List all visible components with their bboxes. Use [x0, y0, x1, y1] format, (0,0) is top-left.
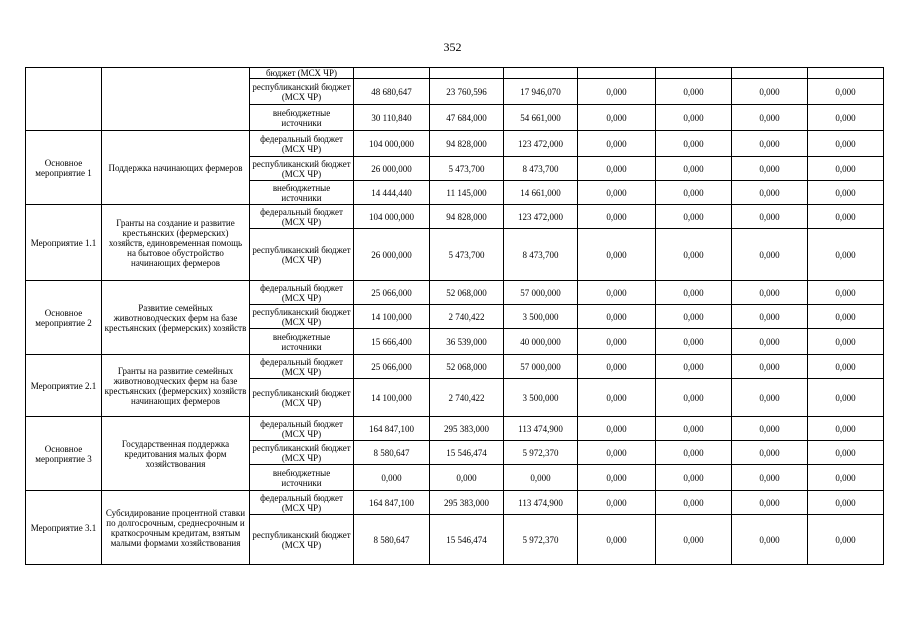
funding-source-cell: республиканский бюджет (МСХ ЧР): [250, 515, 354, 565]
amount-cell: 0,000: [732, 515, 808, 565]
amount-cell: 54 661,000: [504, 105, 578, 131]
amount-cell: 0,000: [656, 329, 732, 355]
activity-name-cell: Мероприятие 3.1: [26, 491, 102, 565]
activity-name-cell: Основное мероприятие 3: [26, 417, 102, 491]
amount-cell: 0,000: [578, 157, 656, 181]
amount-cell: 26 000,000: [354, 157, 430, 181]
amount-cell: 0,000: [656, 131, 732, 157]
amount-cell: 0,000: [354, 465, 430, 491]
amount-cell: 25 066,000: [354, 281, 430, 305]
amount-cell: 2 740,422: [430, 379, 504, 417]
amount-cell: 0,000: [656, 181, 732, 205]
amount-cell: 30 110,840: [354, 105, 430, 131]
table-row: [26, 355, 884, 379]
amount-cell: 5 473,700: [430, 157, 504, 181]
amount-cell: 0,000: [808, 491, 884, 515]
amount-cell: 164 847,100: [354, 417, 430, 441]
amount-cell: 5 473,700: [430, 229, 504, 281]
activity-description-cell: Субсидирование процентной ставки по долгосрочным, среднесрочным и краткосрочным кредитам, взятым малыми формами хозяйствования: [102, 491, 250, 565]
funding-source-cell: федеральный бюджет (МСХ ЧР): [250, 205, 354, 229]
amount-cell: 48 680,647: [354, 79, 430, 105]
amount-cell: 94 828,000: [430, 131, 504, 157]
amount-cell: 0,000: [656, 515, 732, 565]
activity-description-cell: Гранты на развитие семейных животноводческих ферм на базе крестьянских (фермерских) хозяйств начинающих фермеров: [102, 355, 250, 417]
amount-cell: 2 740,422: [430, 305, 504, 329]
funding-source-cell: федеральный бюджет (МСХ ЧР): [250, 417, 354, 441]
amount-cell: 0,000: [808, 465, 884, 491]
amount-cell: 0,000: [732, 441, 808, 465]
budget-table-body: [26, 68, 884, 565]
amount-cell: 14 100,000: [354, 305, 430, 329]
amount-cell: 0,000: [656, 355, 732, 379]
amount-cell: 0,000: [808, 515, 884, 565]
table-row: [26, 131, 884, 157]
amount-cell: 0,000: [808, 105, 884, 131]
amount-cell: [808, 68, 884, 79]
amount-cell: 0,000: [656, 465, 732, 491]
amount-cell: 5 972,370: [504, 515, 578, 565]
amount-cell: 0,000: [732, 181, 808, 205]
amount-cell: 0,000: [578, 417, 656, 441]
amount-cell: 0,000: [808, 305, 884, 329]
funding-source-cell: федеральный бюджет (МСХ ЧР): [250, 491, 354, 515]
amount-cell: 0,000: [578, 441, 656, 465]
activity-description-cell: Поддержка начинающих фермеров: [102, 131, 250, 205]
amount-cell: 11 145,000: [430, 181, 504, 205]
amount-cell: 57 000,000: [504, 281, 578, 305]
activity-description-cell: [102, 68, 250, 131]
amount-cell: 164 847,100: [354, 491, 430, 515]
amount-cell: 0,000: [578, 329, 656, 355]
funding-source-cell: внебюджетные источники: [250, 181, 354, 205]
amount-cell: 0,000: [578, 491, 656, 515]
amount-cell: 57 000,000: [504, 355, 578, 379]
amount-cell: 0,000: [578, 205, 656, 229]
amount-cell: 0,000: [504, 465, 578, 491]
table-row: [26, 281, 884, 305]
table-row: [26, 491, 884, 515]
amount-cell: 0,000: [732, 417, 808, 441]
funding-source-cell: республиканский бюджет (МСХ ЧР): [250, 157, 354, 181]
funding-source-cell: республиканский бюджет (МСХ ЧР): [250, 379, 354, 417]
funding-source-cell: республиканский бюджет (МСХ ЧР): [250, 305, 354, 329]
amount-cell: 0,000: [808, 329, 884, 355]
amount-cell: 113 474,900: [504, 491, 578, 515]
amount-cell: 14 100,000: [354, 379, 430, 417]
table-row: [26, 417, 884, 441]
amount-cell: 36 539,000: [430, 329, 504, 355]
amount-cell: 0,000: [656, 105, 732, 131]
funding-source-cell: федеральный бюджет (МСХ ЧР): [250, 281, 354, 305]
activity-description-cell: Развитие семейных животноводческих ферм на базе крестьянских (фермерских) хозяйств: [102, 281, 250, 355]
amount-cell: 0,000: [578, 379, 656, 417]
activity-description-cell: Гранты на создание и развитие крестьянских (фермерских) хозяйств, единовременная помощь на бытовое обустройство начинающих фермеров: [102, 205, 250, 281]
amount-cell: 0,000: [732, 465, 808, 491]
amount-cell: 8 473,700: [504, 157, 578, 181]
amount-cell: 25 066,000: [354, 355, 430, 379]
funding-source-cell: внебюджетные источники: [250, 105, 354, 131]
amount-cell: 104 000,000: [354, 205, 430, 229]
amount-cell: [732, 68, 808, 79]
amount-cell: 0,000: [578, 305, 656, 329]
amount-cell: [354, 68, 430, 79]
amount-cell: 0,000: [732, 281, 808, 305]
amount-cell: 0,000: [808, 441, 884, 465]
budget-table: [25, 67, 884, 565]
amount-cell: 0,000: [808, 205, 884, 229]
amount-cell: 0,000: [732, 131, 808, 157]
amount-cell: 0,000: [578, 131, 656, 157]
amount-cell: 0,000: [578, 105, 656, 131]
amount-cell: 0,000: [808, 379, 884, 417]
amount-cell: 295 383,000: [430, 417, 504, 441]
activity-name-cell: Мероприятие 2.1: [26, 355, 102, 417]
amount-cell: 0,000: [732, 491, 808, 515]
page-number: 352: [443, 40, 462, 54]
amount-cell: 0,000: [808, 131, 884, 157]
amount-cell: 0,000: [808, 355, 884, 379]
amount-cell: 0,000: [732, 79, 808, 105]
amount-cell: 8 580,647: [354, 515, 430, 565]
amount-cell: 0,000: [578, 281, 656, 305]
amount-cell: 23 760,596: [430, 79, 504, 105]
amount-cell: 0,000: [732, 355, 808, 379]
amount-cell: 104 000,000: [354, 131, 430, 157]
amount-cell: [504, 68, 578, 79]
activity-name-cell: Мероприятие 1.1: [26, 205, 102, 281]
amount-cell: 0,000: [656, 281, 732, 305]
amount-cell: 0,000: [656, 417, 732, 441]
amount-cell: 0,000: [578, 355, 656, 379]
amount-cell: 0,000: [808, 229, 884, 281]
amount-cell: 0,000: [808, 281, 884, 305]
amount-cell: 40 000,000: [504, 329, 578, 355]
amount-cell: 0,000: [808, 417, 884, 441]
amount-cell: 0,000: [656, 491, 732, 515]
amount-cell: 0,000: [732, 229, 808, 281]
amount-cell: 14 661,000: [504, 181, 578, 205]
activity-name-cell: Основное мероприятие 1: [26, 131, 102, 205]
amount-cell: 15 666,400: [354, 329, 430, 355]
funding-source-cell: республиканский бюджет (МСХ ЧР): [250, 441, 354, 465]
amount-cell: 17 946,070: [504, 79, 578, 105]
amount-cell: 0,000: [732, 329, 808, 355]
amount-cell: 8 473,700: [504, 229, 578, 281]
amount-cell: 0,000: [578, 229, 656, 281]
amount-cell: 0,000: [808, 157, 884, 181]
table-row: [26, 68, 884, 79]
amount-cell: 52 068,000: [430, 281, 504, 305]
amount-cell: 94 828,000: [430, 205, 504, 229]
amount-cell: 0,000: [656, 305, 732, 329]
funding-source-cell: республиканский бюджет (МСХ ЧР): [250, 79, 354, 105]
activity-name-cell: Основное мероприятие 2: [26, 281, 102, 355]
amount-cell: [430, 68, 504, 79]
amount-cell: 0,000: [732, 305, 808, 329]
amount-cell: 0,000: [578, 181, 656, 205]
amount-cell: 295 383,000: [430, 491, 504, 515]
funding-source-cell: бюджет (МСХ ЧР): [250, 68, 354, 79]
amount-cell: 123 472,000: [504, 205, 578, 229]
amount-cell: [578, 68, 656, 79]
amount-cell: 0,000: [656, 205, 732, 229]
amount-cell: 0,000: [732, 205, 808, 229]
funding-source-cell: внебюджетные источники: [250, 465, 354, 491]
amount-cell: 15 546,474: [430, 441, 504, 465]
amount-cell: 0,000: [578, 79, 656, 105]
amount-cell: 0,000: [578, 465, 656, 491]
activity-description-cell: Государственная поддержка кредитования малых форм хозяйствования: [102, 417, 250, 491]
amount-cell: 0,000: [656, 441, 732, 465]
amount-cell: 0,000: [732, 157, 808, 181]
amount-cell: 123 472,000: [504, 131, 578, 157]
amount-cell: 0,000: [656, 379, 732, 417]
amount-cell: 0,000: [732, 105, 808, 131]
table-row: [26, 205, 884, 229]
amount-cell: 0,000: [578, 515, 656, 565]
amount-cell: 0,000: [732, 379, 808, 417]
funding-source-cell: федеральный бюджет (МСХ ЧР): [250, 131, 354, 157]
amount-cell: 47 684,000: [430, 105, 504, 131]
amount-cell: 3 500,000: [504, 305, 578, 329]
activity-name-cell: [26, 68, 102, 131]
funding-source-cell: федеральный бюджет (МСХ ЧР): [250, 355, 354, 379]
amount-cell: 113 474,900: [504, 417, 578, 441]
amount-cell: 0,000: [656, 229, 732, 281]
amount-cell: [656, 68, 732, 79]
amount-cell: 5 972,370: [504, 441, 578, 465]
amount-cell: 3 500,000: [504, 379, 578, 417]
amount-cell: 8 580,647: [354, 441, 430, 465]
amount-cell: 0,000: [808, 181, 884, 205]
amount-cell: 14 444,440: [354, 181, 430, 205]
amount-cell: 0,000: [808, 79, 884, 105]
amount-cell: 0,000: [656, 79, 732, 105]
funding-source-cell: внебюджетные источники: [250, 329, 354, 355]
amount-cell: 15 546,474: [430, 515, 504, 565]
amount-cell: 0,000: [656, 157, 732, 181]
funding-source-cell: республиканский бюджет (МСХ ЧР): [250, 229, 354, 281]
amount-cell: 26 000,000: [354, 229, 430, 281]
amount-cell: 52 068,000: [430, 355, 504, 379]
amount-cell: 0,000: [430, 465, 504, 491]
